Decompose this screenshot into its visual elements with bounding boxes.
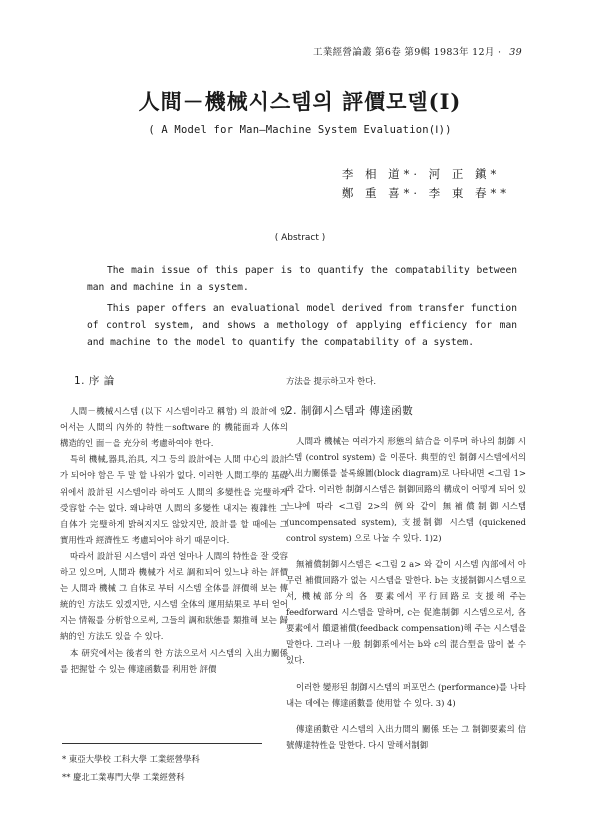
running-header bbox=[313, 44, 522, 58]
abstract-paragraph: The main issue of this paper is to quantify the compatability between man and machine in a system. bbox=[87, 265, 517, 293]
footnote: ** 慶北工業專門大學 工業經營科 bbox=[62, 772, 185, 782]
body-paragraph: 따라서 設計된 시스템이 과연 얼마나 人間의 特性을 잘 受容하고 있으며, 人間과 機械가 서로 調和되어 있느냐 하는 評價는 人間과 機械 그 自体로 부터 시스템 全体를 評價해 보는 傳統的인 方法도 있겠지만, 시스템 全体의 運用結果로 부터 얻어지는 情報를 分析함으로써, 그들의 調和狀態를 類推해 보는 歸納的인 方法도 있을 수 있다. bbox=[60, 550, 288, 642]
body-paragraph: 人間과 機械는 여러가지 形態의 結合을 이루며 하나의 制御 시스템 (control system) 을 이룬다. 典型的인 制御시스템에서의 入出力關係를 불록線圖(block diagram)로 나타내면 <그림 1>과 같다. 이러한 制御시스템은 制御回路의 構成이 어떻게 되어 있느냐에 따라 <그림 2>의 例와 같이 無補償制御시스템 (uncompensated system), 支援制御 시스템 (quickened control system) 으로 나눌 수 있다. 1)2) bbox=[286, 436, 526, 543]
body-paragraph-continuation: 方法을 提示하고자 한다. bbox=[286, 376, 377, 386]
right-column bbox=[286, 373, 526, 753]
body-paragraph: 無補償制御시스템은 <그림 2 a> 와 같이 시스템 內部에서 아무런 補償回路가 없는 시스템을 말한다. b는 支援制御시스템으로서, 機械部分의 各 要素에서 平行回路로 支援해 주는 feedforward 시스템을 말하며, c는 促進制御 시스템으로서, 各 要素에서 饋還補償(feedback compensation)해 주는 시스템을 말한다. 그러나 一般 制御系에서는 b와 c의 混合型을 많이 볼 수 있다. bbox=[286, 558, 526, 666]
footnote: * 東亞大學校 工科大學 工業經營學科 bbox=[62, 754, 200, 764]
paper-title: 人間－機械시스템의 評價모델(Ⅰ) bbox=[138, 89, 462, 114]
page-number: 39 bbox=[509, 47, 522, 58]
abstract-heading: ( Abstract ) bbox=[274, 233, 326, 243]
author-block bbox=[342, 165, 510, 203]
paper-subtitle: ( A Model for Man—Machine System Evaluation(Ⅰ)) bbox=[148, 124, 452, 136]
left-column bbox=[60, 373, 288, 677]
author-line-2: 鄭 重 喜*· 李 東 春** bbox=[341, 186, 510, 200]
body-paragraph: 이러한 變形된 制御시스템의 퍼포먼스 (performance)를 나타내는 데에는 傳達函數를 使用할 수 있다. 3) 4) bbox=[286, 681, 526, 708]
body-paragraph: 傳達函數란 시스템의 入出力間의 關係 또는 그 制御要素의 信號傳達特性을 말한다. 다시 말해서制御 bbox=[286, 723, 526, 750]
body-paragraph: 人間－機械시스템 (以下 시스템이라고 稱함) 의 設計에 있어서는 人間의 內外的 特性－software 的 機能面과 人体의 構造的인 面－을 充分히 考慮하여야 한다. bbox=[60, 406, 288, 449]
body-paragraph: 本 研究에서는 後者의 한 方法으로서 시스템의 入出力關係를 把握할 수 있는 傳達函數를 利用한 評價 bbox=[60, 647, 288, 674]
abstract-paragraph: This paper offers an evaluational model derived from transfer function of control system, and shows a methology of applying efficiency for man and machine to the model to quantify the compatability of a system. bbox=[87, 303, 517, 348]
author-line-1: 李 相 道*· 河 正 鎭* bbox=[341, 167, 501, 181]
affiliation-footnotes bbox=[62, 743, 262, 786]
body-paragraph: 특히 機械,器具,治具, 지그 등의 設計에는 人間 中心의 設計가 되어야 함은 두 말 할 나위가 없다. 이러한 人間工學的 基礎위에서 設計된 시스템이라 하여도 人間의 多變性을 完璧하게 受容할 수는 없다. 왜냐하면 人間의 多變性 내지는 複雜性 그 自体가 完璧하게 밝혀지지도 않았지만, 設計를 할 때에는 그 實用性과 經濟性도 考慮되어야 하기 때문이다. bbox=[60, 454, 288, 545]
journal-info: 工業經營論叢 第6卷 第9輯 1983年 12月 · bbox=[313, 47, 502, 58]
abstract bbox=[87, 262, 517, 355]
section-heading: 1. 序 論 bbox=[74, 375, 115, 387]
section-heading: 2. 制御시스템과 傳達函數 bbox=[286, 405, 414, 418]
